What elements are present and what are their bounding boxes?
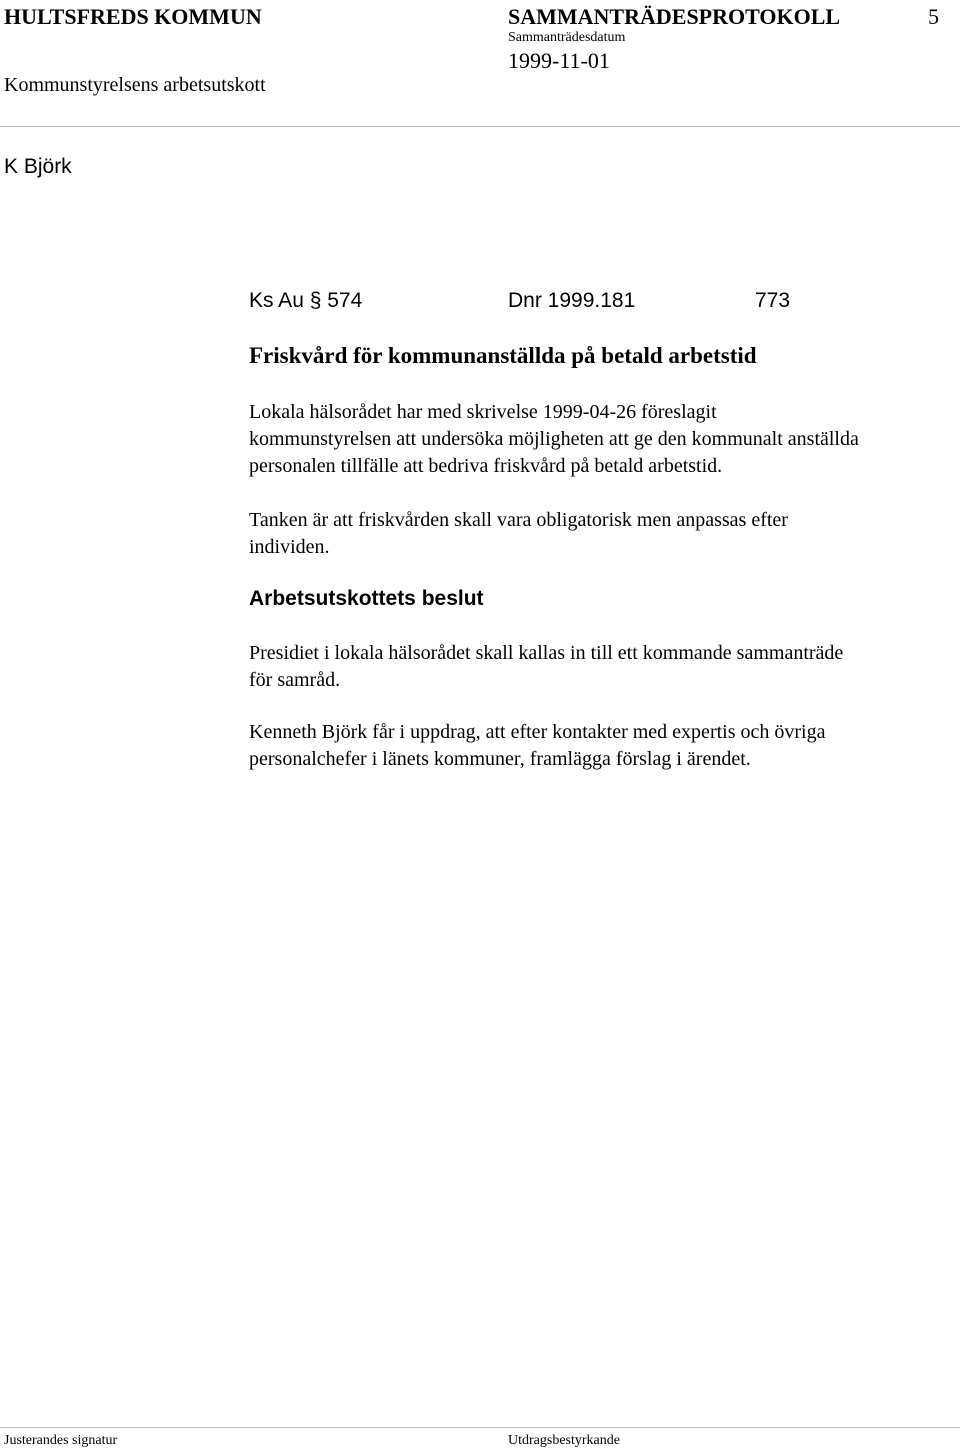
page-number: 5 — [928, 4, 939, 29]
extract-certification-label: Utdragsbestyrkande — [508, 1433, 620, 1448]
signature-label: Justerandes signatur — [4, 1433, 118, 1448]
document-type: SAMMANTRÄDESPROTOKOLL — [508, 4, 841, 29]
header-divider — [0, 126, 960, 127]
paragraph-line: personalchefer i länets kommuner, framlägga förslag i ärendet. — [249, 748, 751, 770]
footer-divider — [0, 1427, 960, 1428]
paragraph-line: Presidiet i lokala hälsorådet skall kallas in till ett kommande sammanträde — [249, 642, 844, 664]
committee-name: Kommunstyrelsens arbetsutskott — [4, 74, 266, 96]
paragraph-decision-1 — [249, 640, 949, 694]
paragraph-line: personalen tillfälle att bedriva friskvård på betald arbetstid. — [249, 455, 723, 477]
margin-recipient-note: K Björk — [4, 155, 72, 178]
archive-code: 773 — [755, 289, 791, 312]
meeting-date-label: Sammanträdesdatum — [508, 30, 626, 45]
meeting-date: 1999-11-01 — [508, 48, 610, 73]
paragraph-line: Tanken är att friskvården skall vara obligatorisk men anpassas efter — [249, 509, 788, 531]
section-reference: Ks Au § 574 — [249, 289, 363, 312]
diary-number: Dnr 1999.181 — [508, 289, 636, 312]
paragraph-line: för samråd. — [249, 669, 341, 691]
paragraph-background — [249, 399, 949, 480]
paragraph-line: kommunstyrelsen att undersöka möjligheten att ge den kommunalt anställda — [249, 428, 859, 450]
item-title: Friskvård för kommunanställda på betald arbetstid — [249, 343, 757, 368]
paragraph-purpose — [249, 507, 949, 561]
paragraph-decision-2 — [249, 719, 949, 773]
organization-name: HULTSFREDS KOMMUN — [4, 4, 262, 29]
paragraph-line: Kenneth Björk får i uppdrag, att efter kontakter med expertis och övriga — [249, 721, 826, 743]
decision-heading: Arbetsutskottets beslut — [249, 587, 484, 610]
paragraph-line: individen. — [249, 536, 330, 558]
paragraph-line: Lokala hälsorådet har med skrivelse 1999-04-26 föreslagit — [249, 401, 717, 423]
